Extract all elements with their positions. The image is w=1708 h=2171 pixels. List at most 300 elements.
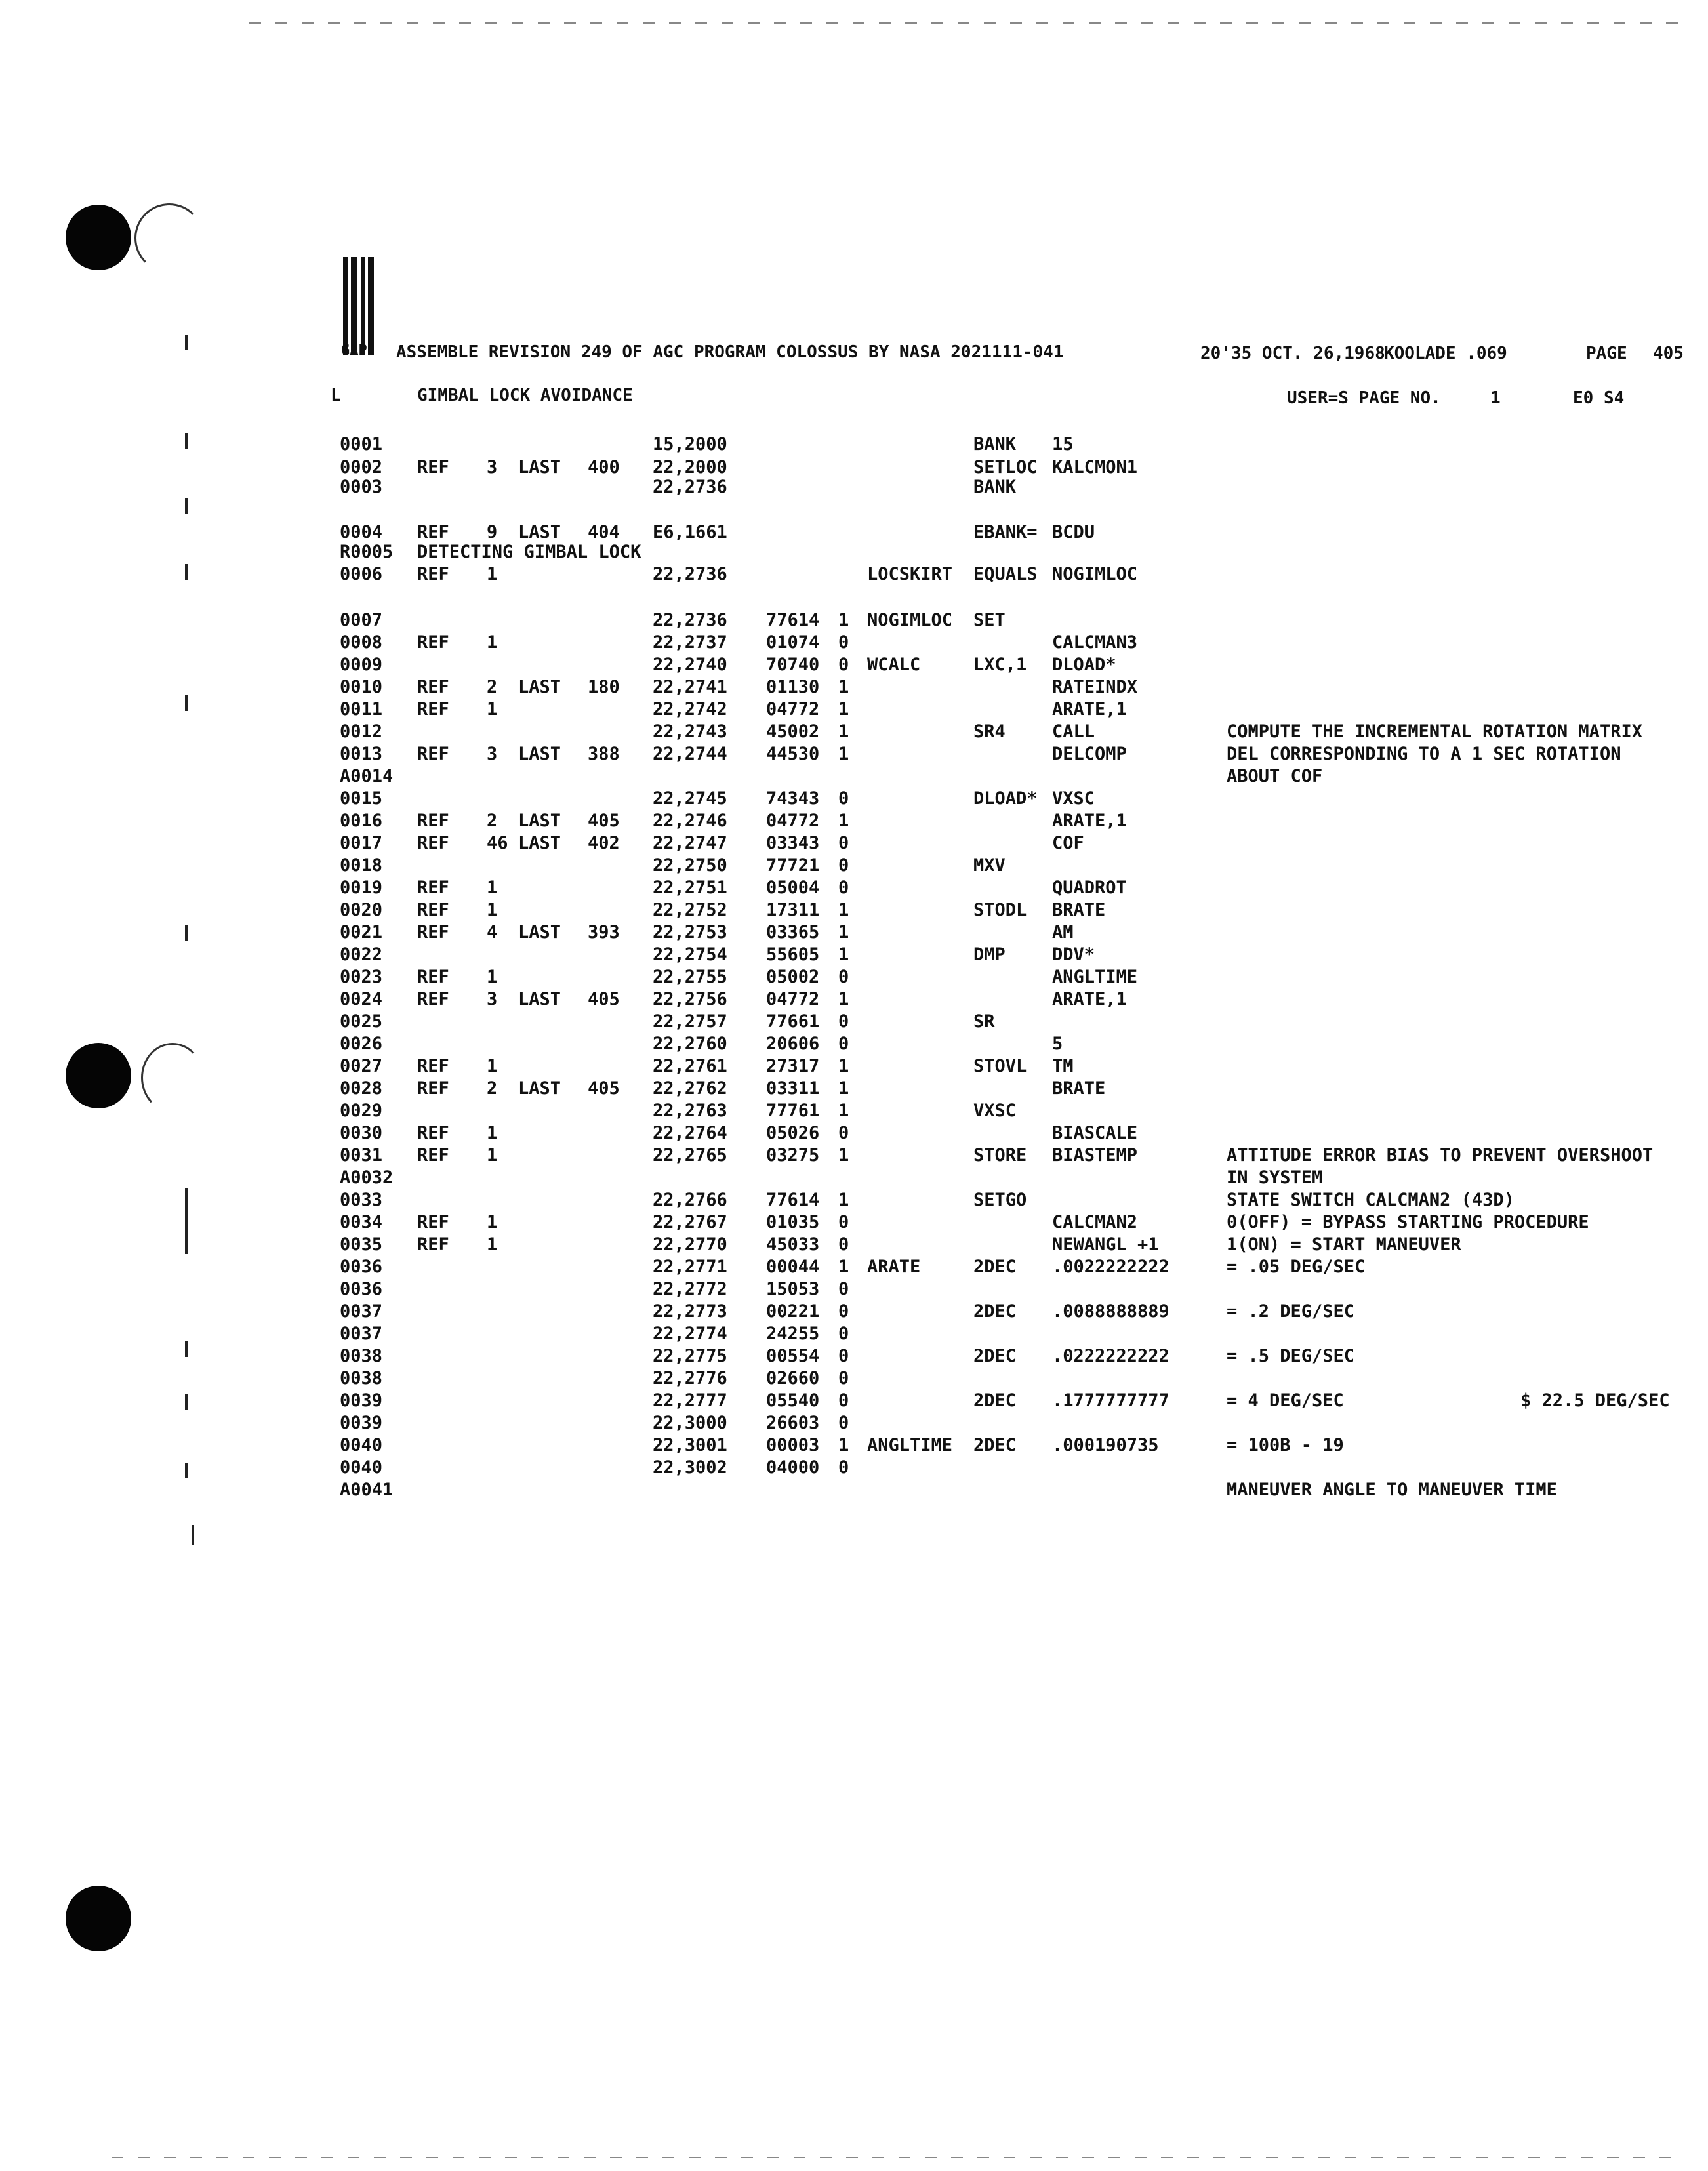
operand: AM xyxy=(1052,922,1074,943)
last-page: 388 xyxy=(588,744,620,764)
listing-row xyxy=(0,1101,1708,1123)
address: 22,2755 xyxy=(653,967,727,987)
octal-word: 01035 xyxy=(766,1212,820,1232)
listing-row xyxy=(0,833,1708,855)
label: WCALC xyxy=(867,655,921,675)
parity-bit: 1 xyxy=(838,1435,849,1455)
octal-word: 77614 xyxy=(766,610,820,630)
ref-count: 1 xyxy=(487,1145,498,1166)
listing-row xyxy=(0,1346,1708,1368)
listing-row xyxy=(0,632,1708,655)
octal-word: 24255 xyxy=(766,1324,820,1344)
ref-flag: REF xyxy=(417,564,449,584)
user-page-number: 1 xyxy=(1490,388,1501,408)
ref-flag: REF xyxy=(417,1056,449,1076)
ref-flag: REF xyxy=(417,1078,449,1099)
line-number: 0027 xyxy=(340,1056,383,1076)
comment: 1(ON) = START MANEUVER xyxy=(1227,1234,1461,1255)
address: 22,2754 xyxy=(653,944,727,965)
line-number: 0020 xyxy=(340,900,383,920)
line-number: A0014 xyxy=(340,766,394,786)
line-number: 0025 xyxy=(340,1011,383,1032)
comment: = 4 DEG/SEC xyxy=(1227,1390,1344,1411)
octal-word: 15053 xyxy=(766,1279,820,1299)
listing-row xyxy=(0,1390,1708,1413)
address: 22,2753 xyxy=(653,922,727,943)
ref-flag: REF xyxy=(417,989,449,1009)
address: 22,2773 xyxy=(653,1301,727,1322)
listing-row xyxy=(0,811,1708,833)
octal-word: 77761 xyxy=(766,1101,820,1121)
ref-count: 1 xyxy=(487,1234,498,1255)
parity-bit: 1 xyxy=(838,1056,849,1076)
last-page: 405 xyxy=(588,1078,620,1099)
line-number: 0001 xyxy=(340,434,383,455)
comment-line: DETECTING GIMBAL LOCK xyxy=(417,542,641,562)
opcode: SET xyxy=(973,610,1006,630)
listing-row xyxy=(0,900,1708,922)
listing-row xyxy=(0,944,1708,967)
ref-flag: REF xyxy=(417,922,449,943)
line-number: 0011 xyxy=(340,699,383,720)
ref-flag: REF xyxy=(417,522,449,542)
address: 22,2757 xyxy=(653,1011,727,1032)
listing-row xyxy=(0,1257,1708,1279)
line-number: 0009 xyxy=(340,655,383,675)
parity-bit: 1 xyxy=(838,900,849,920)
comment: MANEUVER ANGLE TO MANEUVER TIME xyxy=(1227,1480,1557,1500)
octal-word: 00554 xyxy=(766,1346,820,1366)
parity-bit: 1 xyxy=(838,811,849,831)
octal-word: 01074 xyxy=(766,632,820,653)
operand: .000190735 xyxy=(1052,1435,1159,1455)
ref-count: 46 xyxy=(487,833,508,853)
last-flag: LAST xyxy=(518,833,561,853)
line-number: A0041 xyxy=(340,1480,394,1500)
address: 22,2736 xyxy=(653,564,727,584)
operand: ARATE,1 xyxy=(1052,989,1127,1009)
operand: DLOAD* xyxy=(1052,655,1116,675)
listing-row xyxy=(0,721,1708,744)
listing-row xyxy=(0,457,1708,479)
label: ARATE xyxy=(867,1257,921,1277)
address: 22,2736 xyxy=(653,477,727,497)
octal-word: 04772 xyxy=(766,811,820,831)
ref-flag: REF xyxy=(417,900,449,920)
ref-flag: REF xyxy=(417,878,449,898)
ref-count: 1 xyxy=(487,1056,498,1076)
ref-count: 3 xyxy=(487,744,498,764)
header-datetime: 20'35 OCT. 26,1968 xyxy=(1200,344,1385,363)
parity-bit: 0 xyxy=(838,1368,849,1389)
opcode: 2DEC xyxy=(973,1435,1017,1455)
octal-word: 00003 xyxy=(766,1435,820,1455)
parity-bit: 1 xyxy=(838,1145,849,1166)
comment: = .2 DEG/SEC xyxy=(1227,1301,1355,1322)
label: LOCSKIRT xyxy=(867,564,953,584)
opcode: 2DEC xyxy=(973,1390,1017,1411)
address: 22,2740 xyxy=(653,655,727,675)
comment: COMPUTE THE INCREMENTAL ROTATION MATRIX xyxy=(1227,721,1642,742)
label: NOGIMLOC xyxy=(867,610,953,630)
parity-bit: 0 xyxy=(838,1346,849,1366)
ref-flag: REF xyxy=(417,677,449,697)
opcode: EQUALS xyxy=(973,564,1038,584)
parity-bit: 1 xyxy=(838,721,849,742)
line-number: 0019 xyxy=(340,878,383,898)
address: 22,2746 xyxy=(653,811,727,831)
listing-row xyxy=(0,1457,1708,1480)
octal-word: 04000 xyxy=(766,1457,820,1478)
ref-flag: REF xyxy=(417,967,449,987)
opcode: EBANK= xyxy=(973,522,1038,542)
operand: DDV* xyxy=(1052,944,1095,965)
octal-word: 17311 xyxy=(766,900,820,920)
address: 22,2764 xyxy=(653,1123,727,1143)
octal-word: 44530 xyxy=(766,744,820,764)
label: ANGLTIME xyxy=(867,1435,953,1455)
address: 22,2736 xyxy=(653,610,727,630)
address: 22,2760 xyxy=(653,1034,727,1054)
line-number: 0026 xyxy=(340,1034,383,1054)
listing-row xyxy=(0,477,1708,499)
ref-flag: REF xyxy=(417,833,449,853)
address: 22,2772 xyxy=(653,1279,727,1299)
line-number: 0031 xyxy=(340,1145,383,1166)
listing-row xyxy=(0,542,1708,564)
address: 22,2745 xyxy=(653,788,727,809)
address: 22,2763 xyxy=(653,1101,727,1121)
header-page-label: PAGE xyxy=(1586,344,1627,363)
listing-row xyxy=(0,744,1708,766)
address: 22,2777 xyxy=(653,1390,727,1411)
listing-row xyxy=(0,1034,1708,1056)
octal-word: 01130 xyxy=(766,677,820,697)
comment: ATTITUDE ERROR BIAS TO PREVENT OVERSHOOT xyxy=(1227,1145,1654,1166)
listing-row xyxy=(0,1145,1708,1167)
operand: .0222222222 xyxy=(1052,1346,1169,1366)
line-number: 0013 xyxy=(340,744,383,764)
parity-bit: 0 xyxy=(838,1212,849,1232)
address: 22,3000 xyxy=(653,1413,727,1433)
listing-row xyxy=(0,1480,1708,1502)
ref-count: 1 xyxy=(487,632,498,653)
last-page: 180 xyxy=(588,677,620,697)
listing-row xyxy=(0,788,1708,811)
line-number: 0017 xyxy=(340,833,383,853)
parity-bit: 1 xyxy=(838,1078,849,1099)
operand: 15 xyxy=(1052,434,1074,455)
opcode: 2DEC xyxy=(973,1257,1017,1277)
parity-bit: 0 xyxy=(838,967,849,987)
listing-row xyxy=(0,1234,1708,1257)
parity-bit: 0 xyxy=(838,1034,849,1054)
octal-word: 00044 xyxy=(766,1257,820,1277)
ref-count: 3 xyxy=(487,989,498,1009)
octal-word: 77661 xyxy=(766,1011,820,1032)
address: 22,2743 xyxy=(653,721,727,742)
ref-flag: REF xyxy=(417,632,449,653)
line-number: 0012 xyxy=(340,721,383,742)
line-number: 0040 xyxy=(340,1435,383,1455)
listing-row xyxy=(0,677,1708,699)
octal-word: 45033 xyxy=(766,1234,820,1255)
ref-flag: REF xyxy=(417,744,449,764)
octal-word: 05540 xyxy=(766,1390,820,1411)
operand: VXSC xyxy=(1052,788,1095,809)
section-title: GIMBAL LOCK AVOIDANCE xyxy=(417,386,633,405)
listing-row xyxy=(0,1190,1708,1212)
operand: KALCMON1 xyxy=(1052,457,1138,477)
octal-word: 04772 xyxy=(766,989,820,1009)
last-flag: LAST xyxy=(518,989,561,1009)
address: 22,3002 xyxy=(653,1457,727,1478)
address: 22,2741 xyxy=(653,677,727,697)
listing-row xyxy=(0,1368,1708,1390)
address: E6,1661 xyxy=(653,522,727,542)
listing-row xyxy=(0,1324,1708,1346)
line-number: 0039 xyxy=(340,1413,383,1433)
octal-word: 02660 xyxy=(766,1368,820,1389)
listing-row xyxy=(0,434,1708,457)
listing-row xyxy=(0,989,1708,1011)
opcode: BANK xyxy=(973,477,1017,497)
parity-bit: 0 xyxy=(838,1301,849,1322)
last-page: 405 xyxy=(588,811,620,831)
last-flag: LAST xyxy=(518,457,561,477)
octal-word: 03275 xyxy=(766,1145,820,1166)
parity-bit: 1 xyxy=(838,744,849,764)
ref-count: 1 xyxy=(487,699,498,720)
opcode: SETGO xyxy=(973,1190,1027,1210)
operand: ARATE,1 xyxy=(1052,699,1127,720)
eo-code: E0 S4 xyxy=(1573,388,1625,408)
last-flag: LAST xyxy=(518,522,561,542)
octal-word: 03343 xyxy=(766,833,820,853)
octal-word: 03311 xyxy=(766,1078,820,1099)
listing-row xyxy=(0,1435,1708,1457)
line-number: 0028 xyxy=(340,1078,383,1099)
line-number: 0022 xyxy=(340,944,383,965)
line-number: 0036 xyxy=(340,1279,383,1299)
comment: = .05 DEG/SEC xyxy=(1227,1257,1366,1277)
header-title: ASSEMBLE REVISION 249 OF AGC PROGRAM COLOSSUS BY NASA 2021111-041 xyxy=(396,342,1064,362)
ref-count: 1 xyxy=(487,967,498,987)
opcode: STORE xyxy=(973,1145,1027,1166)
listing-row xyxy=(0,1167,1708,1190)
ref-count: 2 xyxy=(487,1078,498,1099)
line-number: 0033 xyxy=(340,1190,383,1210)
line-number: 0021 xyxy=(340,922,383,943)
listing-row xyxy=(0,922,1708,944)
listing-row xyxy=(0,1212,1708,1234)
ref-count: 4 xyxy=(487,922,498,943)
address: 22,3001 xyxy=(653,1435,727,1455)
operand: ANGLTIME xyxy=(1052,967,1138,987)
comment: DEL CORRESPONDING TO A 1 SEC ROTATION xyxy=(1227,744,1621,764)
operand: CALL xyxy=(1052,721,1095,742)
comment: ABOUT COF xyxy=(1227,766,1323,786)
operand: NEWANGL +1 xyxy=(1052,1234,1159,1255)
line-number: 0039 xyxy=(340,1390,383,1411)
address: 22,2747 xyxy=(653,833,727,853)
opcode: VXSC xyxy=(973,1101,1017,1121)
opcode: BANK xyxy=(973,434,1017,455)
octal-word: 03365 xyxy=(766,922,820,943)
opcode: STODL xyxy=(973,900,1027,920)
parity-bit: 0 xyxy=(838,855,849,876)
line-number: 0004 xyxy=(340,522,383,542)
line-number: 0034 xyxy=(340,1212,383,1232)
ref-count: 1 xyxy=(487,1123,498,1143)
operand: BIASTEMP xyxy=(1052,1145,1138,1166)
opcode: MXV xyxy=(973,855,1006,876)
line-number: 0029 xyxy=(340,1101,383,1121)
line-number: 0023 xyxy=(340,967,383,987)
opcode: LXC,1 xyxy=(973,655,1027,675)
ref-count: 1 xyxy=(487,900,498,920)
parity-bit: 1 xyxy=(838,1190,849,1210)
opcode: DLOAD* xyxy=(973,788,1038,809)
ref-flag: REF xyxy=(417,1234,449,1255)
operand: TM xyxy=(1052,1056,1074,1076)
listing-row xyxy=(0,766,1708,788)
listing-row xyxy=(0,1011,1708,1034)
parity-bit: 0 xyxy=(838,833,849,853)
line-number: 0038 xyxy=(340,1368,383,1389)
line-number: 0024 xyxy=(340,989,383,1009)
parity-bit: 0 xyxy=(838,1457,849,1478)
octal-word: 05026 xyxy=(766,1123,820,1143)
comment: = 100B - 19 xyxy=(1227,1435,1344,1455)
address: 22,2762 xyxy=(653,1078,727,1099)
ref-count: 2 xyxy=(487,811,498,831)
parity-bit: 0 xyxy=(838,878,849,898)
listing-type: L xyxy=(331,386,341,405)
operand: QUADROT xyxy=(1052,878,1127,898)
line-number: 0008 xyxy=(340,632,383,653)
listing-row xyxy=(0,1123,1708,1145)
comment-extra: $ 22.5 DEG/SEC xyxy=(1520,1390,1670,1411)
octal-word: 26603 xyxy=(766,1413,820,1433)
opcode: 2DEC xyxy=(973,1346,1017,1366)
operand: ARATE,1 xyxy=(1052,811,1127,831)
ref-flag: REF xyxy=(417,1145,449,1166)
ref-count: 1 xyxy=(487,878,498,898)
listing-row xyxy=(0,1279,1708,1301)
octal-word: 05004 xyxy=(766,878,820,898)
line-number: 0006 xyxy=(340,564,383,584)
comment: STATE SWITCH CALCMAN2 (43D) xyxy=(1227,1190,1515,1210)
ref-flag: REF xyxy=(417,1212,449,1232)
parity-bit: 1 xyxy=(838,677,849,697)
listing-row xyxy=(0,855,1708,878)
last-flag: LAST xyxy=(518,744,561,764)
parity-bit: 0 xyxy=(838,1011,849,1032)
line-number: 0003 xyxy=(340,477,383,497)
line-number: 0018 xyxy=(340,855,383,876)
address: 22,2766 xyxy=(653,1190,727,1210)
line-number: 0038 xyxy=(340,1346,383,1366)
opcode: STOVL xyxy=(973,1056,1027,1076)
octal-word: 70740 xyxy=(766,655,820,675)
last-flag: LAST xyxy=(518,1078,561,1099)
line-number: A0032 xyxy=(340,1167,394,1188)
parity-bit: 1 xyxy=(838,922,849,943)
comment: = .5 DEG/SEC xyxy=(1227,1346,1355,1366)
operand: DELCOMP xyxy=(1052,744,1127,764)
address: 22,2771 xyxy=(653,1257,727,1277)
octal-word: 74343 xyxy=(766,788,820,809)
comment: IN SYSTEM xyxy=(1227,1167,1323,1188)
line-number: 0002 xyxy=(340,457,383,477)
user-page-label: USER=S PAGE NO. xyxy=(1287,388,1441,408)
line-number: 0040 xyxy=(340,1457,383,1478)
address: 22,2776 xyxy=(653,1368,727,1389)
parity-bit: 1 xyxy=(838,944,849,965)
opcode: SR4 xyxy=(973,721,1006,742)
opcode: DMP xyxy=(973,944,1006,965)
parity-bit: 1 xyxy=(838,1257,849,1277)
line-number: 0030 xyxy=(340,1123,383,1143)
listing-row xyxy=(0,564,1708,586)
last-flag: LAST xyxy=(518,811,561,831)
ref-flag: REF xyxy=(417,699,449,720)
last-flag: LAST xyxy=(518,922,561,943)
header-page-number: 405 xyxy=(1653,344,1684,363)
octal-word: 04772 xyxy=(766,699,820,720)
octal-word: 05002 xyxy=(766,967,820,987)
operand: BIASCALE xyxy=(1052,1123,1138,1143)
octal-word: 77614 xyxy=(766,1190,820,1210)
parity-bit: 0 xyxy=(838,1279,849,1299)
octal-word: 27317 xyxy=(766,1056,820,1076)
listing-row xyxy=(0,1413,1708,1435)
opcode: 2DEC xyxy=(973,1301,1017,1322)
parity-bit: 1 xyxy=(838,699,849,720)
parity-bit: 0 xyxy=(838,632,849,653)
last-page: 402 xyxy=(588,833,620,853)
address: 22,2752 xyxy=(653,900,727,920)
operand: BCDU xyxy=(1052,522,1095,542)
operand: CALCMAN2 xyxy=(1052,1212,1138,1232)
ref-count: 1 xyxy=(487,1212,498,1232)
octal-word: 45002 xyxy=(766,721,820,742)
address: 22,2756 xyxy=(653,989,727,1009)
line-number: 0037 xyxy=(340,1324,383,1344)
opcode: SETLOC xyxy=(973,457,1038,477)
address: 22,2774 xyxy=(653,1324,727,1344)
line-number: 0016 xyxy=(340,811,383,831)
header-koolade: KOOLADE .069 xyxy=(1384,344,1507,363)
line-number: 0010 xyxy=(340,677,383,697)
parity-bit: 1 xyxy=(838,989,849,1009)
operand: .0022222222 xyxy=(1052,1257,1169,1277)
last-page: 400 xyxy=(588,457,620,477)
parity-bit: 0 xyxy=(838,1123,849,1143)
octal-word: 00221 xyxy=(766,1301,820,1322)
octal-word: 55605 xyxy=(766,944,820,965)
octal-word: 77721 xyxy=(766,855,820,876)
parity-bit: 0 xyxy=(838,1390,849,1411)
listing-row xyxy=(0,1301,1708,1324)
line-number: 0036 xyxy=(340,1257,383,1277)
operand: BRATE xyxy=(1052,1078,1106,1099)
listing-row xyxy=(0,1056,1708,1078)
header-prefix: GAP xyxy=(341,342,367,359)
address: 15,2000 xyxy=(653,434,727,455)
listing-row xyxy=(0,522,1708,544)
